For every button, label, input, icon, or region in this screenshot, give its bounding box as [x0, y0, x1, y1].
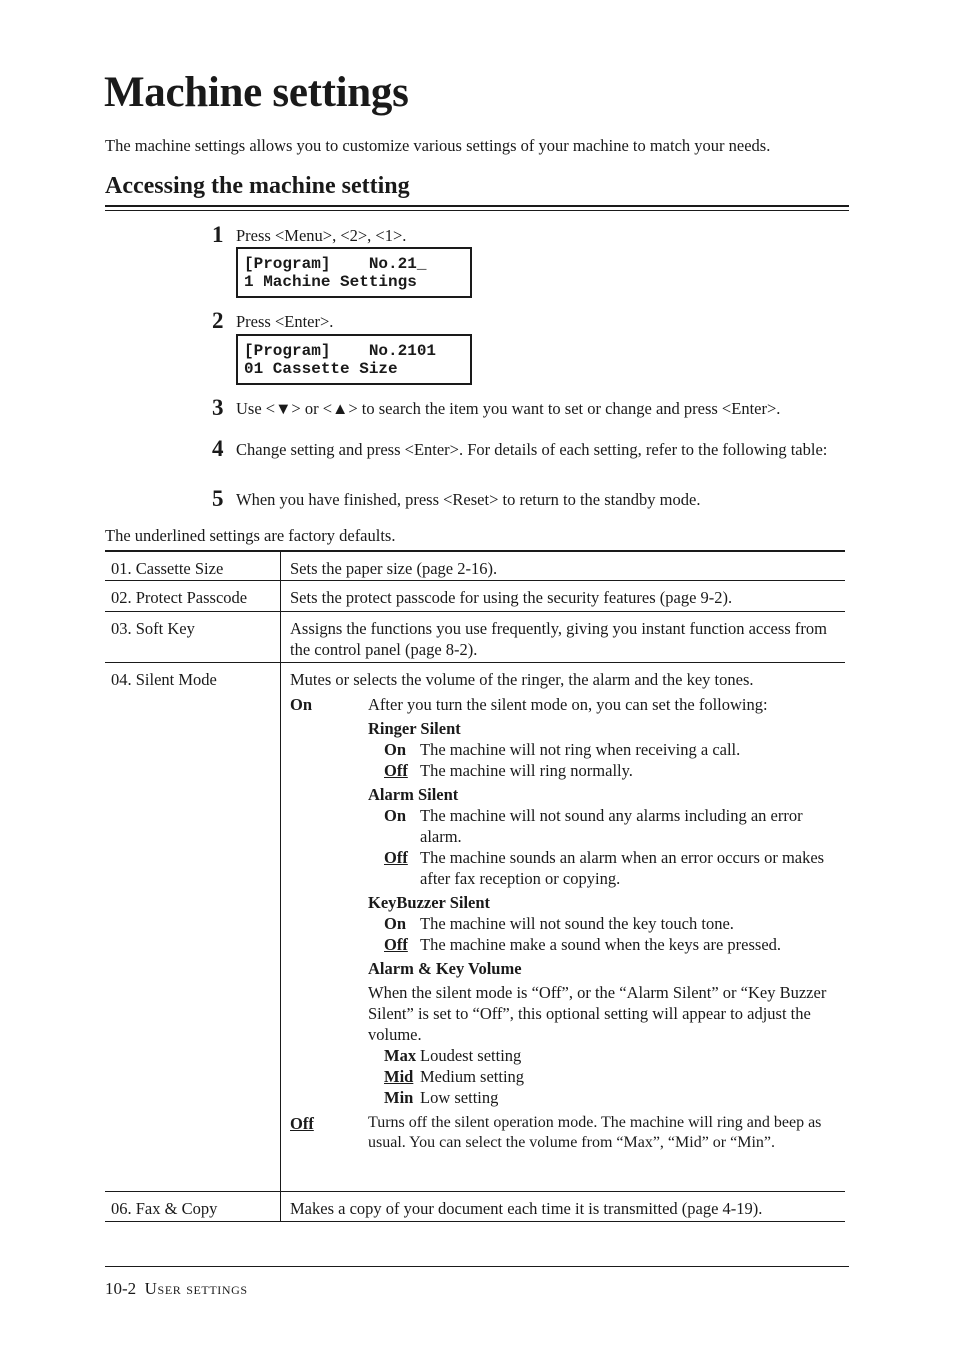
ringer-off-row — [368, 760, 841, 781]
ringer-on-row — [368, 739, 841, 760]
lcd-line-1: [Program] No.21_ — [244, 255, 427, 273]
lcd-line-1: [Program] No.2101 — [244, 342, 437, 360]
lcd-display-step-1 — [236, 247, 472, 298]
volume-max-row — [368, 1045, 841, 1066]
footer-section: User settings — [144, 1279, 248, 1298]
intro-text: The machine settings allows you to customize various settings of your machine to match your needs. — [105, 136, 771, 155]
setting-name: 03. Soft Key — [105, 612, 281, 662]
option-text: Turns off the silent operation mode. The machine will ring and beep as usual. You can select the volume from “Max”, “Mid” or “Min”. — [368, 1114, 822, 1151]
option-off — [290, 1113, 841, 1153]
value-label-default: Off — [384, 848, 408, 867]
section-rule-thick — [105, 205, 849, 207]
alarm-key-volume-heading: Alarm & Key Volume — [368, 959, 522, 978]
option-text: After you turn the silent mode on, you can set the following: — [368, 695, 768, 714]
value-text: The machine will not sound any alarms including an error alarm. — [420, 806, 803, 846]
step-4-text: Change setting and press <Enter>. For details of each setting, refer to the following table: — [236, 440, 828, 459]
value-text: The machine will not sound the key touch tone. — [420, 914, 734, 933]
step-4-number: 4 — [212, 436, 224, 461]
volume-min-row — [368, 1087, 841, 1108]
setting-description: Makes a copy of your document each time it is transmitted (page 4-19). — [290, 1199, 763, 1218]
alarm-on-row — [368, 805, 841, 847]
silent-mode-intro: Mutes or selects the volume of the ringer, the alarm and the key tones. — [290, 670, 754, 689]
step-1-text: Press <Menu>, <2>, <1>. — [236, 226, 407, 245]
setting-description — [281, 663, 845, 1191]
page-title: Machine settings — [104, 69, 409, 116]
table-row — [105, 612, 845, 663]
value-label-default: Mid — [384, 1067, 414, 1086]
ringer-silent-heading: Ringer Silent — [368, 719, 461, 738]
footer-rule — [105, 1266, 849, 1267]
step-5-text: When you have finished, press <Reset> to return to the standby mode. — [236, 490, 701, 509]
settings-table — [105, 550, 845, 1222]
lcd-display-step-2 — [236, 334, 472, 385]
setting-name: 04. Silent Mode — [105, 663, 281, 1191]
step-2-number: 2 — [212, 308, 224, 333]
value-text: Medium setting — [420, 1067, 525, 1086]
table-row — [105, 1192, 845, 1222]
table-row — [105, 550, 845, 581]
keybuzzer-silent-heading: KeyBuzzer Silent — [368, 893, 491, 912]
step-2-text: Press <Enter>. — [236, 312, 334, 331]
value-text: The machine will ring normally. — [420, 761, 633, 780]
volume-mid-row — [368, 1066, 841, 1087]
value-text: Loudest setting — [420, 1046, 522, 1065]
page-footer — [105, 1279, 248, 1299]
lcd-line-2: 1 Machine Settings — [244, 273, 417, 291]
value-label-default: Off — [384, 935, 408, 954]
step-5-number: 5 — [212, 486, 224, 511]
setting-description: Sets the protect passcode for using the security features (page 9-2). — [290, 588, 733, 607]
value-label: On — [384, 740, 407, 759]
setting-name: 02. Protect Passcode — [105, 581, 281, 611]
alarm-off-row — [368, 847, 841, 889]
value-text: The machine sounds an alarm when an error occurs or makes after fax reception or copying. — [420, 848, 825, 888]
step-3-text: Use <▼> or <▲> to search the item you want to set or change and press <Enter>. — [236, 399, 781, 418]
option-label: On — [290, 695, 313, 714]
value-text: The machine make a sound when the keys are pressed. — [420, 935, 782, 954]
alarm-silent-heading: Alarm Silent — [368, 785, 459, 804]
volume-description: When the silent mode is “Off”, or the “Alarm Silent” or “Key Buzzer Silent” is set to “Off”, this optional setting will appear to adjust the volume. — [368, 983, 827, 1044]
value-label-default: Off — [384, 761, 408, 780]
value-text: Low setting — [420, 1088, 499, 1107]
table-row — [105, 663, 845, 1192]
keybuzzer-off-row — [368, 934, 841, 955]
option-on — [290, 694, 841, 1108]
defaults-note: The underlined settings are factory defaults. — [105, 526, 396, 545]
value-text: The machine will not ring when receiving a call. — [420, 740, 741, 759]
option-label-default: Off — [290, 1114, 314, 1133]
setting-description: Sets the paper size (page 2-16). — [290, 559, 498, 578]
section-title: Accessing the machine setting — [105, 173, 410, 199]
section-rule-thin — [105, 210, 849, 211]
setting-name: 06. Fax & Copy — [105, 1192, 281, 1221]
keybuzzer-on-row — [368, 913, 841, 934]
option-body — [368, 694, 841, 1108]
step-3-number: 3 — [212, 395, 224, 420]
step-1-number: 1 — [212, 222, 224, 247]
value-label: On — [384, 806, 407, 825]
setting-name: 01. Cassette Size — [105, 552, 281, 580]
lcd-line-2: 01 Cassette Size — [244, 360, 398, 378]
setting-description: Assigns the functions you use frequently, giving you instant function access from the control panel (page 8-2). — [290, 619, 827, 659]
value-label: Min — [384, 1088, 414, 1107]
table-row — [105, 581, 845, 612]
value-label: Max — [384, 1046, 417, 1065]
value-label: On — [384, 914, 407, 933]
page-number: 10-2 — [105, 1279, 137, 1298]
